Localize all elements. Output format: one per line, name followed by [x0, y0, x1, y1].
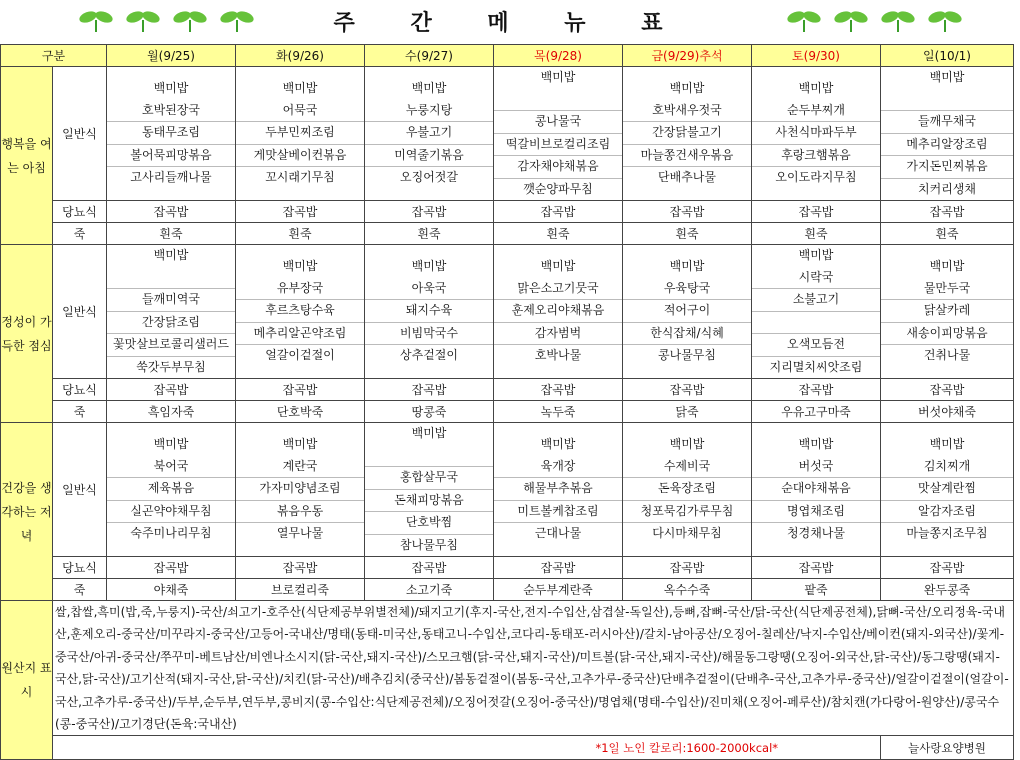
menu-item: 감자범벅: [494, 323, 622, 346]
breakfast-porridge-day-1: 흰죽: [236, 223, 365, 245]
dinner-diabetic-day-0: 잡곡밥: [107, 557, 236, 579]
menu-item: 백미밥: [411, 259, 447, 274]
breakfast-porridge-day-2: 흰죽: [365, 223, 494, 245]
menu-item: 수제비국: [623, 456, 751, 479]
menu-item: 유부장국: [236, 278, 364, 301]
dinner-porridge-day-5: 팥죽: [752, 579, 881, 601]
menu-item: 돈육장조림: [623, 478, 751, 501]
menu-item: 백미밥: [798, 248, 834, 262]
sprout-icon: [831, 8, 871, 32]
menu-item: 백미밥: [411, 81, 447, 96]
dinner-general-day-0: [107, 423, 236, 557]
menu-item: 깻순양파무침: [523, 181, 593, 196]
menu-item: 후르츠탕수육: [236, 300, 364, 323]
title-row: [0, 0, 1020, 44]
breakfast-diabetic-day-1: 잡곡밥: [236, 201, 365, 223]
dinner-porridge-day-0: 야채죽: [107, 579, 236, 601]
breakfast-porridge-day-0: 흰죽: [107, 223, 236, 245]
breakfast-porridge-day-6: 흰죽: [881, 223, 1014, 245]
menu-item: 청경채나물: [787, 526, 845, 541]
menu-item: 지리멸치씨앗조림: [769, 359, 863, 374]
lunch-general-day-0: [107, 245, 236, 379]
menu-item: 비빔막국수: [365, 323, 493, 346]
dinner-general-day-1: [236, 423, 365, 557]
menu-item: 제육볶음: [107, 478, 235, 501]
lunch-general-day-5: [752, 245, 881, 379]
breakfast-diabetic-day-5: 잡곡밥: [752, 201, 881, 223]
menu-item: 소불고기: [752, 289, 880, 312]
lunch-diabetic-row: [1, 379, 1014, 401]
menu-item: 동태무조림: [107, 122, 235, 145]
sub-label-diabetic: 당뇨식: [53, 201, 107, 223]
menu-item: 마늘쫑건새우볶음: [623, 145, 751, 168]
sprout-icon: [878, 8, 918, 32]
footer-blank: [53, 736, 494, 760]
lunch-porridge-day-1: 단호박죽: [236, 401, 365, 423]
sub-label-porridge: 죽: [53, 401, 107, 423]
menu-item: 단호박찜: [365, 512, 493, 535]
dinner-diabetic-day-2: 잡곡밥: [365, 557, 494, 579]
header-row: [1, 45, 1014, 67]
menu-item: 건취나물: [923, 348, 971, 363]
lunch-general-day-2: [365, 245, 494, 379]
menu-item: 얼갈이겉절이: [265, 348, 335, 363]
menu-item: 돈채피망볶음: [365, 490, 493, 513]
menu-item: 꼬시래기무침: [265, 170, 335, 185]
menu-item: 미역줄기볶음: [365, 145, 493, 168]
menu-item: 육개장: [494, 456, 622, 479]
lunch-general-day-1: [236, 245, 365, 379]
menu-item: 근대나물: [534, 526, 582, 541]
lunch-porridge-day-3: 녹두죽: [494, 401, 623, 423]
dinner-diabetic-day-3: 잡곡밥: [494, 557, 623, 579]
lunch-porridge-day-5: 우유고구마죽: [752, 401, 881, 423]
header-day: 금(9/29)추석: [623, 45, 752, 67]
menu-item: 백미밥: [411, 426, 447, 440]
menu-item: 미트볼케찹조림: [494, 501, 622, 524]
menu-item: 백미밥: [153, 81, 189, 96]
hospital-name: 늘사랑요양병원: [881, 736, 1014, 760]
sprout-decoration-right: [784, 8, 965, 32]
menu-item: 백미밥: [153, 437, 189, 452]
menu-item: 버섯국: [752, 456, 880, 479]
lunch-porridge-row: [1, 401, 1014, 423]
menu-item: 백미밥: [540, 70, 576, 84]
menu-item: 오이도라지무침: [775, 170, 857, 185]
header-day: 일(10/1): [881, 45, 1014, 67]
menu-item: 상추겉절이: [400, 348, 458, 363]
menu-item: 백미밥: [540, 437, 576, 452]
menu-item: 사천식마파두부: [752, 122, 880, 145]
menu-item: 콩나물무침: [658, 348, 716, 363]
menu-item: 백미밥: [929, 70, 965, 84]
menu-item: 볶음우동: [236, 501, 364, 524]
menu-item: 떡갈비브로컬리조림: [494, 134, 622, 157]
breakfast-general-day-1: [236, 67, 365, 201]
lunch-diabetic-day-5: 잡곡밥: [752, 379, 881, 401]
dinner-porridge-day-1: 브로컬리죽: [236, 579, 365, 601]
menu-item: 백미밥: [929, 259, 965, 274]
sub-label-diabetic: 당뇨식: [53, 557, 107, 579]
dinner-porridge-day-3: 순두부계란죽: [494, 579, 623, 601]
lunch-general-day-6: [881, 245, 1014, 379]
menu-item: 백미밥: [798, 81, 834, 96]
header-day: 수(9/27): [365, 45, 494, 67]
menu-item: 백미밥: [669, 437, 705, 452]
header-day: 화(9/26): [236, 45, 365, 67]
menu-item: 백미밥: [798, 437, 834, 452]
breakfast-diabetic-day-6: 잡곡밥: [881, 201, 1014, 223]
header-day: 월(9/25): [107, 45, 236, 67]
menu-item: 시락국: [752, 267, 880, 290]
menu-item: 누룽지탕: [365, 100, 493, 123]
menu-item: 쑥갓두부무침: [136, 359, 206, 374]
breakfast-diabetic-day-0: 잡곡밥: [107, 201, 236, 223]
menu-item: 실곤약야채무침: [107, 501, 235, 524]
lunch-diabetic-day-0: 잡곡밥: [107, 379, 236, 401]
lunch-porridge-day-6: 버섯야채죽: [881, 401, 1014, 423]
header-category: 구분: [1, 45, 107, 67]
dinner-general-day-3: [494, 423, 623, 557]
menu-item: [881, 89, 1013, 112]
header-day: 목(9/28): [494, 45, 623, 67]
dinner-general-day-6: [881, 423, 1014, 557]
breakfast-general-day-2: [365, 67, 494, 201]
menu-item: [365, 445, 493, 468]
dinner-porridge-day-4: 옥수수죽: [623, 579, 752, 601]
breakfast-general-day-4: [623, 67, 752, 201]
breakfast-diabetic-row: [1, 201, 1014, 223]
menu-item: 우불고기: [365, 122, 493, 145]
menu-item: 닭살카레: [881, 300, 1013, 323]
menu-item: 북어국: [107, 456, 235, 479]
menu-item: 다시마채무침: [652, 526, 722, 541]
menu-item: 감자채야채볶음: [494, 156, 622, 179]
menu-item: 호박나물: [534, 348, 582, 363]
menu-item: 단배추나물: [658, 170, 716, 185]
origin-text: 쌀,찹쌀,흑미(밥,죽,누룽지)-국산/쇠고기-호주산(식단제공부위별전체)/돼지고기(후지-국산,전지-수입산,삼겹살-독일산),등뼈,잡뼈-국산/닭-국산(식단제공전체),닭뼈-국산/오리정육-국내산,훈제오리-중국산/미꾸라지-중국산/고등어-국내산/명태(동태-미국산,동태고니-수입산,코다리-동태포-러시아산)/갈치-남아공산/오징어-칠레산/낙지-수입산/베이컨(돼지-외국산)/꽃게-중국산/아귀-중국산/쭈꾸미-베트남산/비엔나소시지(닭-국산,돼지-국산)/스모크햄(닭-국산,돼지-국산)/미트볼(닭-국산,돼지-국산)/해물동그랑땡(오징어-외국산,닭-국산)/동그랑땡(돼지-국산,닭-국산)/고기산적(돼지-국산,닭-국산)/치킨(닭-국산)/배추김치(중국산)/봄동겉절이(봄동-국산,고추가루-중국산)단배추겉절이(단배추-국산,고추가루-중국산)/얼갈이겉절이(얼갈이-국산,고추가루-중국산)/두부,순두부,연두부,콩비지(콩-수입산:식단제공전체)/오징어젓갈(오징어-중국산)/명엽채(명태-수입산)/진미채(오징어-페루산)/참치캔(가다랑어-원양산)/콩국수(콩-중국산)/고기경단(돈육:국내산): [53, 601, 1014, 736]
dinner-diabetic-row: [1, 557, 1014, 579]
menu-item: 오색모듬전: [752, 334, 880, 357]
menu-item: 볼어묵피망볶음: [107, 145, 235, 168]
sub-label-diabetic: 당뇨식: [53, 379, 107, 401]
lunch-porridge-day-0: 흑임자죽: [107, 401, 236, 423]
menu-item: 물만두국: [881, 278, 1013, 301]
dinner-porridge-row: [1, 579, 1014, 601]
menu-item: 콩나물국: [494, 111, 622, 134]
dinner-diabetic-day-1: 잡곡밥: [236, 557, 365, 579]
lunch-diabetic-day-6: 잡곡밥: [881, 379, 1014, 401]
menu-item: 참나물무침: [400, 537, 458, 552]
menu-item: 백미밥: [929, 437, 965, 452]
dinner-diabetic-day-5: 잡곡밥: [752, 557, 881, 579]
menu-item: 해물부추볶음: [494, 478, 622, 501]
breakfast-diabetic-day-4: 잡곡밥: [623, 201, 752, 223]
breakfast-porridge-day-5: 흰죽: [752, 223, 881, 245]
menu-item: [494, 89, 622, 112]
lunch-diabetic-day-1: 잡곡밥: [236, 379, 365, 401]
menu-item: 돼지수육: [365, 300, 493, 323]
menu-item: 간장닭조림: [107, 312, 235, 335]
menu-item: 한식잡채/식혜: [623, 323, 751, 346]
menu-item: 적어구이: [623, 300, 751, 323]
menu-item: 치커리생채: [918, 181, 976, 196]
sub-label-porridge: 죽: [53, 579, 107, 601]
lunch-general-day-3: [494, 245, 623, 379]
breakfast-general-day-0: [107, 67, 236, 201]
menu-item: 맑은소고기뭇국: [494, 278, 622, 301]
lunch-porridge-day-4: 닭죽: [623, 401, 752, 423]
menu-item: 고사리들깨나물: [130, 170, 212, 185]
sub-label-porridge: 죽: [53, 223, 107, 245]
breakfast-general-day-3: [494, 67, 623, 201]
dinner-general-day-4: [623, 423, 752, 557]
menu-item: 백미밥: [153, 248, 189, 262]
menu-item: 들깨미역국: [107, 289, 235, 312]
menu-item: 홍합살무국: [365, 467, 493, 490]
menu-item: 간장닭불고기: [623, 122, 751, 145]
menu-item: 백미밥: [669, 259, 705, 274]
menu-item: 새송이피망볶음: [881, 323, 1013, 346]
menu-item: 가지돈민찌볶음: [881, 156, 1013, 179]
menu-item: 오징어젓갈: [400, 170, 458, 185]
dinner-diabetic-day-6: 잡곡밥: [881, 557, 1014, 579]
lunch-diabetic-day-3: 잡곡밥: [494, 379, 623, 401]
menu-item: 백미밥: [282, 259, 318, 274]
meal-label-breakfast: 행복을 여는 아침: [1, 67, 53, 245]
menu-item: 꽃맛살브로콜리샐러드: [107, 334, 235, 357]
menu-item: 호박새우젓국: [623, 100, 751, 123]
breakfast-porridge-row: [1, 223, 1014, 245]
breakfast-porridge-day-3: 흰죽: [494, 223, 623, 245]
weekly-menu-table: [0, 44, 1014, 760]
menu-item: 청포묵김가루무침: [623, 501, 751, 524]
breakfast-diabetic-day-3: 잡곡밥: [494, 201, 623, 223]
lunch-porridge-day-2: 땅콩죽: [365, 401, 494, 423]
menu-item: [107, 267, 235, 290]
menu-item: 메추리알장조림: [881, 134, 1013, 157]
menu-item: 열무나물: [276, 526, 324, 541]
sub-label-general: 일반식: [53, 245, 107, 379]
menu-item: 들깨무채국: [881, 111, 1013, 134]
lunch-diabetic-day-4: 잡곡밥: [623, 379, 752, 401]
sprout-icon: [784, 8, 824, 32]
menu-item: 숙주미나리무침: [130, 526, 212, 541]
menu-item: 후랑크햄볶음: [752, 145, 880, 168]
menu-item: 백미밥: [540, 259, 576, 274]
sub-label-general: 일반식: [53, 67, 107, 201]
breakfast-general-row: [1, 67, 1014, 201]
menu-item: 김치찌개: [881, 456, 1013, 479]
meal-label-dinner: 건강을 생각하는 저녁: [1, 423, 53, 601]
dinner-general-day-5: [752, 423, 881, 557]
page-title: 주 간 메 뉴 표: [333, 11, 687, 36]
breakfast-porridge-day-4: 흰죽: [623, 223, 752, 245]
dinner-porridge-day-2: 소고기죽: [365, 579, 494, 601]
menu-item: 가자미양념조림: [236, 478, 364, 501]
dinner-general-row: [1, 423, 1014, 557]
menu-item: 호박된장국: [107, 100, 235, 123]
menu-item: 백미밥: [669, 81, 705, 96]
lunch-general-row: [1, 245, 1014, 379]
dinner-general-day-2: [365, 423, 494, 557]
menu-item: 명엽채조림: [752, 501, 880, 524]
menu-item: 순두부찌개: [752, 100, 880, 123]
menu-item: 백미밥: [282, 437, 318, 452]
breakfast-diabetic-day-2: 잡곡밥: [365, 201, 494, 223]
sub-label-general: 일반식: [53, 423, 107, 557]
breakfast-general-day-6: [881, 67, 1014, 201]
dinner-diabetic-day-4: 잡곡밥: [623, 557, 752, 579]
menu-item: 두부민찌조림: [236, 122, 364, 145]
menu-item: 백미밥: [282, 81, 318, 96]
origin-row: [1, 601, 1014, 736]
menu-item: 마늘쫑지조무침: [906, 526, 988, 541]
menu-item: 어묵국: [236, 100, 364, 123]
footer-row: [1, 736, 1014, 760]
menu-item: 훈제오리야채볶음: [494, 300, 622, 323]
breakfast-general-day-5: [752, 67, 881, 201]
menu-item: 게맛살베이컨볶음: [236, 145, 364, 168]
origin-label: 원산지 표시: [1, 601, 53, 760]
menu-item: 맛살계란찜: [881, 478, 1013, 501]
header-day: 토(9/30): [752, 45, 881, 67]
menu-item: 순대야채볶음: [752, 478, 880, 501]
menu-item: [752, 312, 880, 335]
dinner-porridge-day-6: 완두콩죽: [881, 579, 1014, 601]
lunch-general-day-4: [623, 245, 752, 379]
menu-item: 아욱국: [365, 278, 493, 301]
menu-item: 계란국: [236, 456, 364, 479]
calorie-note: *1일 노인 칼로리:1600-2000kcal*: [494, 736, 881, 760]
sprout-icon: [925, 8, 965, 32]
menu-item: 알감자조림: [881, 501, 1013, 524]
menu-item: 우육탕국: [623, 278, 751, 301]
meal-label-lunch: 정성이 가득한 점심: [1, 245, 53, 423]
lunch-diabetic-day-2: 잡곡밥: [365, 379, 494, 401]
menu-item: 메추리알곤약조림: [236, 323, 364, 346]
